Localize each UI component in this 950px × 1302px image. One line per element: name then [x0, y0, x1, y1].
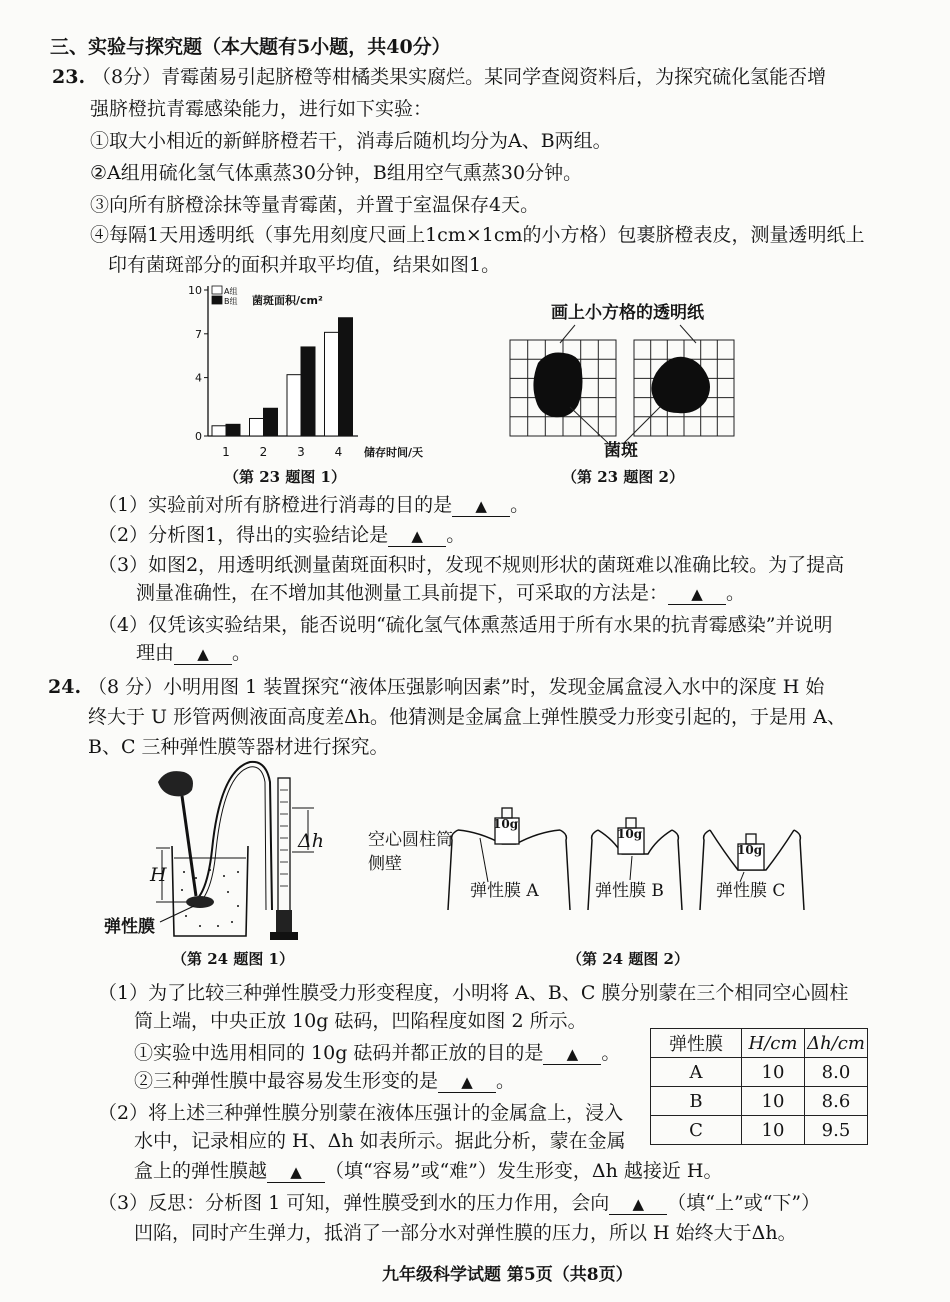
bar-B组-2 — [264, 408, 278, 436]
y-tick-label: 10 — [188, 284, 202, 297]
q24-figure1-caption: （第 24 题图 1） — [172, 950, 294, 968]
q23-figure2-caption: （第 23 题图 2） — [562, 468, 684, 486]
membrane-label-A: 弹性膜 A — [470, 881, 539, 901]
y-tick-label: 4 — [195, 371, 202, 385]
q23-stem-line1: （8分）青霉菌易引起脐橙等柑橘类果实腐烂。某同学查阅资料后，为探究硫化氢能否增 — [92, 66, 827, 88]
mold-spot-left — [533, 352, 582, 417]
q23-figure1-caption: （第 23 题图 1） — [224, 468, 346, 486]
bar-A组-2 — [250, 418, 264, 436]
q23-part2: （2）分析图1，得出的实验结论是 ▲ 。 — [98, 524, 466, 546]
q24-part1-sub1: ①实验中选用相同的 10g 砝码并都正放的目的是 ▲ 。 — [134, 1042, 621, 1064]
q24-number: 24. — [48, 676, 82, 698]
q24-part1-line2: 筒上端，中央正放 10g 砝码，凹陷程度如图 2 所示。 — [134, 1010, 587, 1032]
q24-figure1-dh-label: Δh — [298, 830, 324, 852]
bar-B组-3 — [301, 347, 315, 436]
membrane-label-C: 弹性膜 C — [716, 881, 786, 901]
q23-part4-line2: 理由 ▲ 。 — [136, 642, 252, 664]
table-cell: C — [651, 1116, 742, 1145]
q23-number: 23. — [52, 66, 86, 88]
q24-stem-line3: B、C 三种弹性膜等器材进行探究。 — [88, 736, 389, 758]
q23-step4-line1: ④每隔1天用透明纸（事先用刻度尺画上1cm×1cm的小方格）包裹脐橙表皮，测量透明纸上 — [90, 224, 865, 246]
table-cell: 8.0 — [805, 1058, 868, 1087]
x-axis-label: 储存时间/天 — [364, 446, 424, 459]
q23-part4-line1: （4）仅凭该实验结果，能否说明“硫化氢气体熏蒸适用于所有水果的抗青霉感染”并说明 — [98, 614, 833, 636]
mold-spot-right — [651, 357, 710, 413]
answer-blank[interactable]: ▲ — [609, 1193, 667, 1215]
table-header: H/cm — [742, 1029, 805, 1058]
q24-figure2-wall-label: 空心圆柱筒侧壁 — [368, 830, 453, 874]
bar-B组-4 — [339, 318, 353, 436]
x-tick-label: 1 — [222, 445, 230, 459]
table-header: 弹性膜 — [651, 1029, 742, 1058]
q24-part2-line3: 盒上的弹性膜越 ▲ （填“容易”或“难”）发生形变，Δh 越接近 H。 — [134, 1160, 723, 1182]
y-axis-label: 菌斑面积/cm² — [252, 294, 323, 307]
q24-stem-line2: 终大于 U 形管两侧液面高度差Δh。他猜测是金属盒上弹性膜受力形变引起的，于是用 A、 — [88, 706, 846, 728]
bar-B组-1 — [226, 424, 240, 436]
section-title: 三、实验与探究题（本大题有5小题，共40分） — [50, 36, 451, 58]
q24-figure1-membrane-label: 弹性膜 — [104, 917, 155, 937]
q23-figure2-label-spot: 菌斑 — [604, 441, 638, 461]
answer-blank[interactable]: ▲ — [452, 495, 510, 517]
x-tick-label: 3 — [297, 445, 305, 459]
q24-figure2-caption: （第 24 题图 2） — [567, 950, 689, 968]
legend-swatch — [212, 286, 222, 294]
table-row — [651, 1116, 868, 1145]
q24-part2-line1: （2）将上述三种弹性膜分别蒙在液体压强计的金属盒上，浸入 — [98, 1102, 624, 1124]
answer-blank[interactable]: ▲ — [388, 525, 446, 547]
bar-A组-3 — [287, 375, 301, 436]
q23-part3-line1: （3）如图2，用透明纸测量菌斑面积时，发现不规则形状的菌斑难以准确比较。为了提高 — [98, 554, 845, 576]
q23-step2: ②A组用硫化氢气体熏蒸30分钟，B组用空气熏蒸30分钟。 — [90, 162, 583, 184]
bar-A组-4 — [325, 332, 339, 436]
weight-label-C: 10g — [737, 843, 763, 857]
weight-label-B: 10g — [617, 827, 643, 841]
answer-blank[interactable]: ▲ — [174, 643, 232, 665]
q24-part3-line2: 凹陷，同时产生弹力，抵消了一部分水对弹性膜的压力，所以 H 始终大于Δh。 — [134, 1222, 797, 1244]
q24-part1-line1: （1）为了比较三种弹性膜受力形变程度，小明将 A、B、C 膜分别蒙在三个相同空心圆柱 — [98, 982, 849, 1004]
q23-figure2-label-grid-paper: 画上小方格的透明纸 — [551, 303, 704, 323]
table-cell: 10 — [742, 1087, 805, 1116]
table-cell: 10 — [742, 1058, 805, 1087]
answer-blank[interactable]: ▲ — [267, 1161, 325, 1183]
x-tick-label: 4 — [334, 445, 343, 459]
membrane-label-B: 弹性膜 B — [595, 881, 664, 901]
q24-part3-line1: （3）反思：分析图 1 可知，弹性膜受到水的压力作用，会向 ▲ （填“上”或“下”） — [98, 1192, 821, 1214]
page-footer: 九年级科学试题 第5页（共8页） — [382, 1265, 633, 1285]
answer-blank[interactable]: ▲ — [543, 1043, 601, 1065]
y-tick-label: 0 — [195, 430, 202, 443]
q24-part1-sub2: ②三种弹性膜中最容易发生形变的是 ▲ 。 — [134, 1070, 516, 1092]
table-cell: 8.6 — [805, 1087, 868, 1116]
legend-swatch — [212, 296, 222, 304]
q23-step1: ①取大小相近的新鲜脐橙若干，消毒后随机均分为A、B两组。 — [90, 130, 612, 152]
y-tick-label: 7 — [195, 327, 202, 341]
table-header: Δh/cm — [805, 1029, 868, 1058]
answer-blank[interactable]: ▲ — [668, 583, 726, 605]
q24-stem-line1: （8 分）小明用图 1 装置探究“液体压强影响因素”时，发现金属盒浸入水中的深度 H 始 — [88, 676, 825, 698]
q23-step3: ③向所有脐橙涂抹等量青霉菌，并置于室温保存4天。 — [90, 194, 540, 216]
q23-stem-line2: 强脐橙抗青霉感染能力，进行如下实验： — [90, 98, 433, 120]
legend-label: B组 — [224, 297, 238, 306]
answer-blank[interactable]: ▲ — [438, 1071, 496, 1093]
table-cell: B — [651, 1087, 742, 1116]
q23-step4-line2: 印有菌斑部分的面积并取平均值，结果如图1。 — [108, 254, 501, 276]
table-cell: 10 — [742, 1116, 805, 1145]
legend-label: A组 — [224, 287, 238, 296]
table-row — [651, 1058, 868, 1087]
x-tick-label: 2 — [259, 445, 268, 459]
table-cell: 9.5 — [805, 1116, 868, 1145]
q24-figure1-H-label: H — [150, 864, 167, 886]
q24-data-table — [650, 1028, 868, 1145]
table-header-row — [651, 1029, 868, 1058]
bar-A组-1 — [212, 426, 226, 436]
q23-part3-line2: 测量准确性，在不增加其他测量工具前提下，可采取的方法是： ▲ 。 — [136, 582, 746, 604]
q24-part2-line2: 水中，记录相应的 H、Δh 如表所示。据此分析，蒙在金属 — [134, 1130, 626, 1152]
weight-label-A: 10g — [493, 817, 519, 831]
table-row — [651, 1087, 868, 1116]
q23-part1: （1）实验前对所有脐橙进行消毒的目的是 ▲ 。 — [98, 494, 530, 516]
q23-figure1-bar-chart — [180, 280, 480, 470]
table-cell: A — [651, 1058, 742, 1087]
